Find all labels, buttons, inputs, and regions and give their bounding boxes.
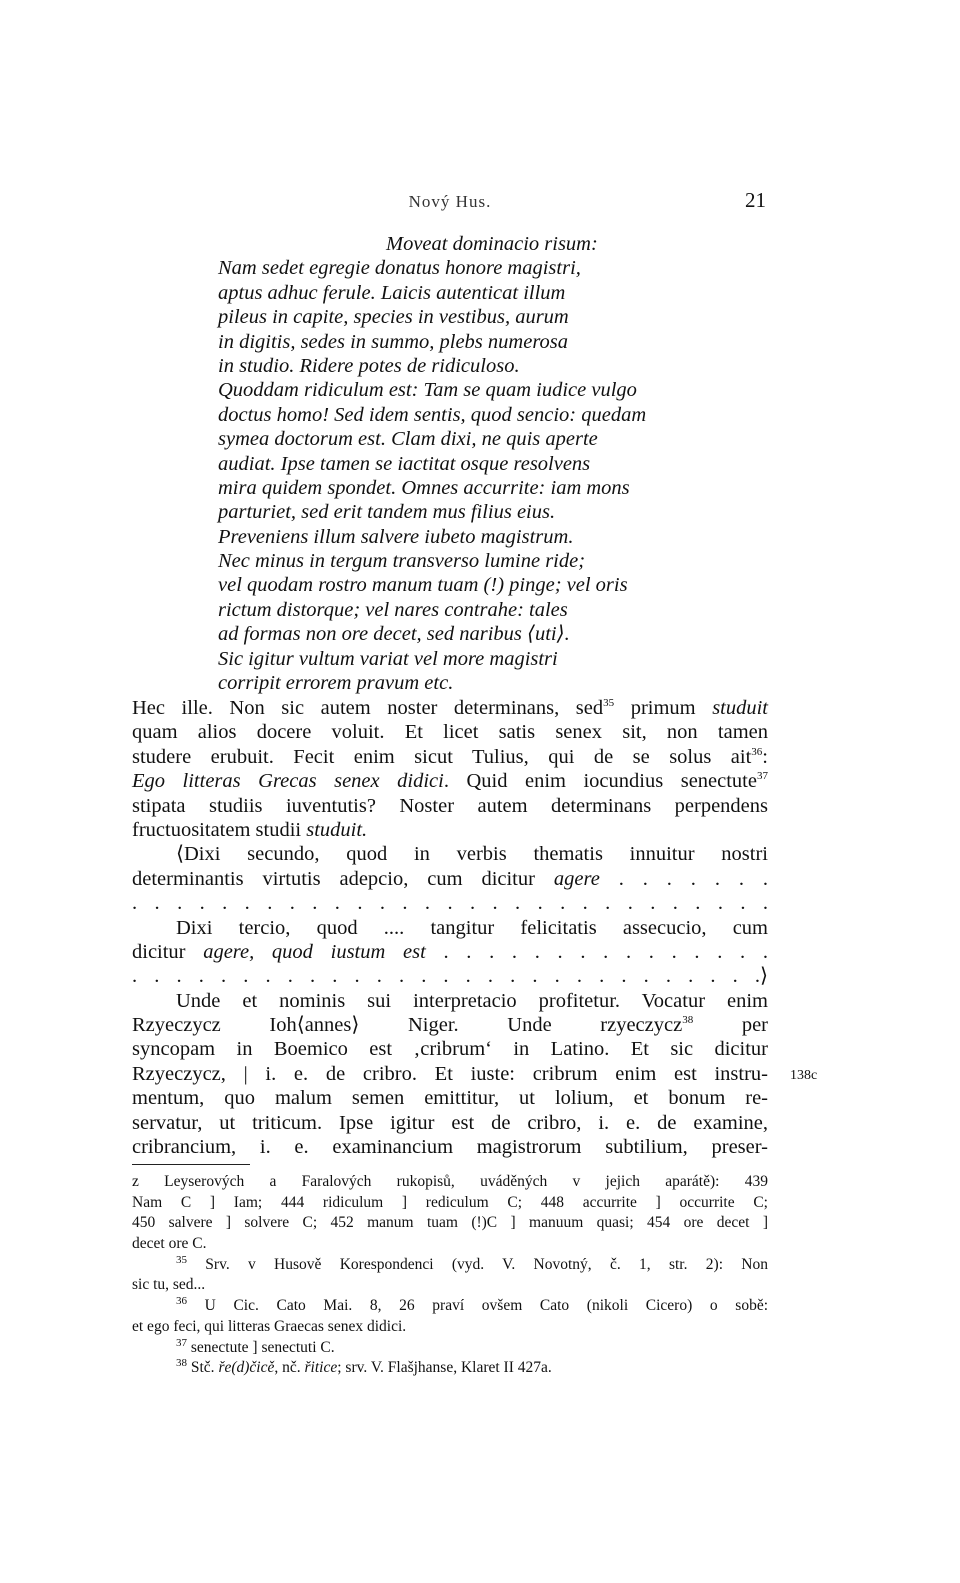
verse-quotation xyxy=(218,232,778,695)
verse-line: rictum distorque; vel nares contrahe: tales xyxy=(218,598,568,621)
text-run: senectute ] senectuti C. xyxy=(187,1338,335,1356)
running-head: Nový Hus. xyxy=(408,192,492,211)
text-run: , nč. xyxy=(274,1359,305,1377)
body-line xyxy=(132,867,768,891)
italic-run: studuit. xyxy=(306,818,368,841)
footnote-ref: 35 xyxy=(603,697,615,710)
text-run: determinantis virtutis adepcio, cum dicitur xyxy=(132,867,554,890)
verse-line: aptus adhuc ferule. Laicis autenticat illum xyxy=(218,281,566,304)
footnote-line: 450 salvere ] solvere C; 452 manum tuam (!)C ] manuum quasi; 454 ore decet ] xyxy=(132,1214,768,1232)
footnote-line xyxy=(132,1255,768,1276)
body-line: cribrancium, i. e. examinancium magistrorum subtilium, preser- xyxy=(132,1136,768,1159)
body-line: quam alios docere voluit. Et licet satis senex sit, non tamen xyxy=(132,721,768,744)
footnote-ref: 37 xyxy=(756,770,768,783)
verse-line: symea doctorum est. Clam dixi, ne quis aperte xyxy=(218,428,598,451)
verse-line: Moveat dominacio risum: xyxy=(386,233,598,255)
verse-line: pileus in capite, species in vestibus, aurum xyxy=(218,306,569,329)
footnote-line xyxy=(132,1338,768,1359)
body-line xyxy=(132,940,768,964)
verse-line: Nam sedet egregie donatus honore magistri, xyxy=(218,257,581,280)
footnote-number: 37 xyxy=(176,1336,187,1349)
body-line xyxy=(132,696,768,720)
italic-run: agere xyxy=(553,867,600,890)
text-run: Hec ille. Non sic autem noster determinans, sed xyxy=(132,697,604,719)
text-run: ; srv. V. Flašjhanse, Klaret II 427a. xyxy=(337,1359,552,1377)
verse-line: vel quodam rostro manum tuam (!) pinge; vel oris xyxy=(218,574,628,597)
page-header xyxy=(132,188,768,216)
footnote-ref: 38 xyxy=(682,1014,694,1027)
text-run: : xyxy=(762,745,768,768)
verse-line: parturiet, sed erit tandem mus filius eius. xyxy=(218,501,556,524)
footnote-rule xyxy=(132,1164,250,1165)
body-line: syncopam in Boemico est ‚cribrum‘ in Latino. Et sic dicitur xyxy=(132,1038,768,1061)
italic-run: agere, quod iustum est xyxy=(203,940,426,963)
footnote-line: decet ore C. xyxy=(132,1235,207,1253)
body-text xyxy=(132,696,768,1159)
italic-run: Ego litteras Grecas senex didici xyxy=(132,770,444,793)
footnote-ref: 36 xyxy=(751,745,763,758)
text-run: Rzyeczycz Ioh⟨annes⟩ Niger. Unde rzyeczycz xyxy=(132,1014,683,1037)
body-line xyxy=(132,745,768,769)
italic-run: studuit xyxy=(712,697,769,719)
dot-leader: . . . . . . . . . . . . . . . xyxy=(425,940,768,963)
body-line: mentum, quo malum semen emittitur, ut lolium, et bonum re- xyxy=(132,1087,768,1110)
verse-line: doctus homo! Sed idem sentis, quod sencio: quedam xyxy=(218,403,647,426)
dot-leader: . . . . . . . xyxy=(599,867,769,890)
text-run: . Quid enim iocundius senectute xyxy=(443,770,757,793)
body-line: Dixi tercio, quod .... tangitur felicitatis assecucio, cum xyxy=(176,916,768,939)
verse-line: in studio. Ridere potes de ridiculoso. xyxy=(218,354,520,377)
body-line xyxy=(132,818,768,842)
italic-run: řitice xyxy=(304,1359,338,1377)
verse-line: Preveniens illum salvere iubeto magistrum. xyxy=(218,525,574,548)
body-line: servatur, ut triticum. Ipse igitur est de cribro, i. e. de examine, xyxy=(132,1111,768,1134)
footnote-line: z Leyserových a Faralových rukopisů, uváděných v jejich aparátě): 439 xyxy=(132,1173,768,1190)
body-line xyxy=(132,1013,768,1037)
footnote-line: Nam C ] Iam; 444 ridiculum ] rediculum C; 448 accurrite ] occurrite C; xyxy=(132,1193,768,1211)
footnote-line xyxy=(132,1296,768,1317)
text-run: per xyxy=(693,1014,768,1037)
body-line: ⟨Dixi secundo, quod in verbis thematis innuitur nostri xyxy=(176,843,768,866)
text-run: dicitur xyxy=(132,940,204,963)
footnote-line: et ego feci, qui litteras Graecas senex didici. xyxy=(132,1317,407,1335)
text-run: studere erubuit. Fecit enim sicut Tulius, qui de se solus ait xyxy=(132,745,752,768)
verse-line: ad formas non ore decet, sed naribus ⟨uti⟩. xyxy=(218,623,570,646)
body-line: stipata studiis iuventutis? Noster autem determinans perpendens xyxy=(132,794,768,817)
italic-run: ře(d)čicě xyxy=(218,1359,275,1377)
verse-line: Nec minus in tergum transverso lumine ride; xyxy=(218,550,586,573)
verse-line: corripit errorem pravum etc. xyxy=(218,672,454,695)
page-number: 21 xyxy=(745,188,766,212)
text-run: fructuositatem studii xyxy=(132,818,307,841)
footnote-line: sic tu, sed... xyxy=(132,1276,206,1294)
body-line xyxy=(132,769,768,793)
footnotes xyxy=(132,1172,768,1379)
ellipsis-line: . . . . . . . . . . . . . . . . . . . . . . . . . . . . . xyxy=(132,892,768,915)
text-run: Srv. v Husově Korespondenci (vyd. V. Novotný, č. 1, str. 2): Non xyxy=(187,1255,768,1273)
footnote-line xyxy=(132,1358,768,1379)
verse-line: audiat. Ipse tamen se iactitat osque resolvens xyxy=(218,452,591,475)
verse-line: Sic igitur vultum variat vel more magistri xyxy=(218,647,558,670)
text-run: U Cic. Cato Mai. 8, 26 praví ovšem Cato (nikoli Cicero) o sobě: xyxy=(187,1297,768,1315)
verse-line: Quoddam ridiculum est: Tam se quam iudice vulgo xyxy=(218,379,637,402)
margin-folio-note: 138c xyxy=(790,1068,818,1083)
footnote-number: 35 xyxy=(176,1253,187,1266)
text-run: primum xyxy=(614,697,713,719)
footnote-number: 36 xyxy=(176,1294,187,1307)
text-run: Stč. xyxy=(187,1359,219,1377)
ellipsis-line: . . . . . . . . . . . . . . . . . . . . . . . . . . . . .⟩ xyxy=(132,965,768,988)
footnote-number: 38 xyxy=(176,1357,187,1370)
body-line: Unde et nominis sui interpretacio profitetur. Vocatur enim xyxy=(176,989,768,1012)
verse-line: mira quidem spondet. Omnes accurrite: iam mons xyxy=(218,476,630,499)
verse-line: in digitis, sedes in summo, plebs numerosa xyxy=(218,330,569,353)
body-line: Rzyeczycz, | i. e. de cribro. Et iuste: cribrum enim est instru- xyxy=(132,1062,768,1085)
